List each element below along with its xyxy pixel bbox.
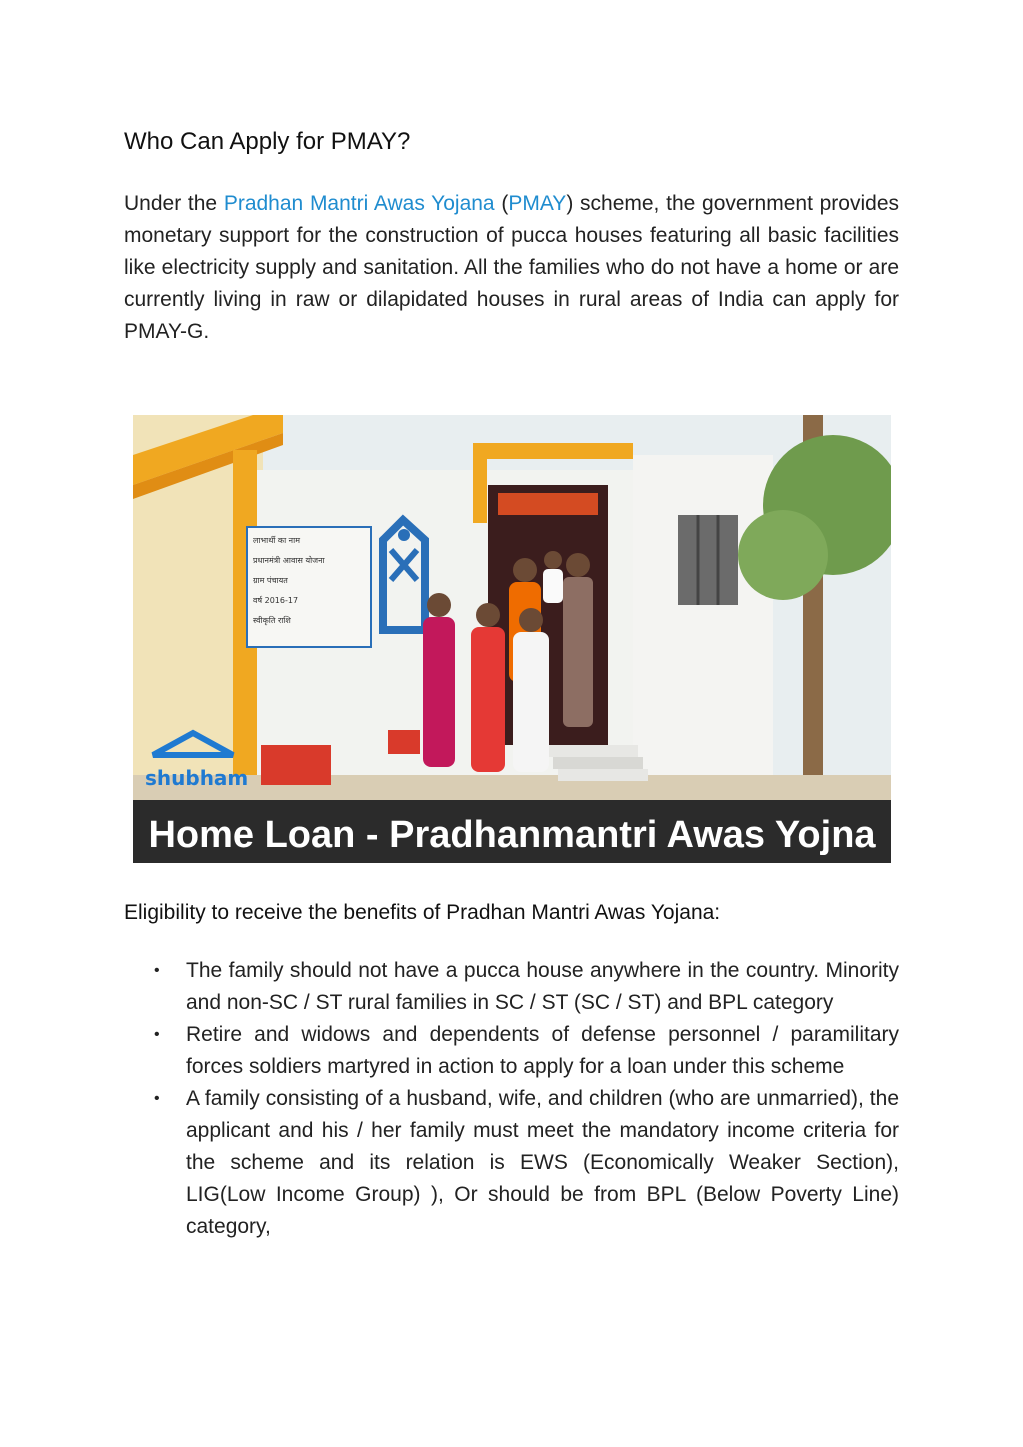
bullet-icon: • <box>154 962 160 979</box>
list-item-text: The family should not have a pucca house anywhere in the country. Minority and non-SC / ST rural families in SC / ST (SC / ST) and BPL category <box>186 959 899 1014</box>
pmay-link[interactable]: PMAY <box>508 192 567 215</box>
list-item <box>124 1019 899 1083</box>
bullet-icon: • <box>154 1026 160 1043</box>
page-title: Who Can Apply for PMAY? <box>124 128 411 155</box>
bullet-icon: • <box>154 1090 160 1107</box>
eligibility-list <box>124 955 899 1243</box>
house-photo <box>133 415 891 863</box>
list-item <box>124 1083 899 1243</box>
list-item <box>124 955 899 1019</box>
photo-banner-text: Home Loan - Pradhanmantri Awas Yojna <box>148 814 876 856</box>
sign-line: वर्ष 2016-17 <box>253 596 299 605</box>
intro-paragraph <box>124 188 899 348</box>
list-item-text: Retire and widows and dependents of defense personnel / paramilitary forces soldiers martyred in action to apply for a loan under this scheme <box>186 1023 899 1078</box>
sign-line: प्रधानमंत्री आवास योजना <box>253 556 325 565</box>
sign-line: स्वीकृति राशि <box>253 616 291 625</box>
intro-open-paren: ( <box>494 192 509 215</box>
intro-prefix: Under the <box>124 192 224 215</box>
intro-rest: ) scheme, the government provides monetary support for the construction of pucca houses featuring all basic facilities like electricity supply and sanitation. All the families who do not have a home or are currently living in raw or dilapidated houses in rural areas of India can apply for PMAY-G. <box>124 192 900 343</box>
sign-line: लाभार्थी का नाम <box>253 536 300 545</box>
list-item-text: A family consisting of a husband, wife, and children (who are unmarried), the applicant and his / her family must meet the mandatory income criteria for the scheme and its relation is EWS (Economically Weaker Section), LIG(Low Income Group) ), Or should be from BPL (Below Poverty Line) category, <box>186 1087 899 1238</box>
eligibility-heading: Eligibility to receive the benefits of Pradhan Mantri Awas Yojana: <box>124 901 721 924</box>
scheme-link[interactable]: Pradhan Mantri Awas Yojana <box>223 192 495 215</box>
sign-line: ग्राम पंचायत <box>253 576 288 585</box>
brand-name: shubham <box>145 766 249 790</box>
